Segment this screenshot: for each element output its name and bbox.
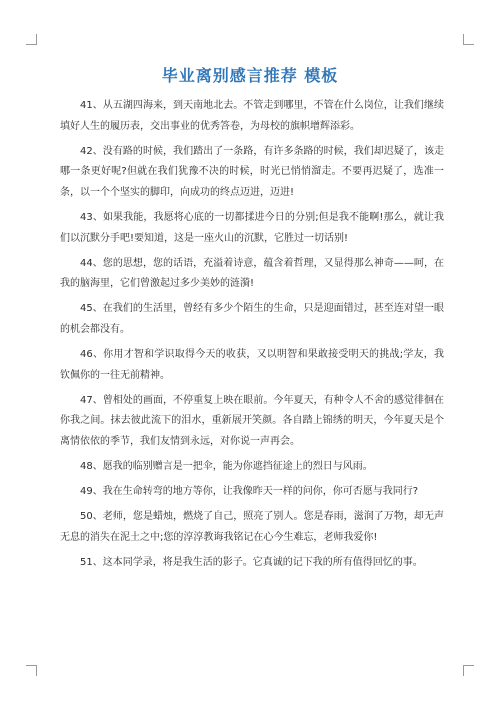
document-body [60, 96, 444, 578]
paragraph-42: 42、没有路的时候，我们踏出了一条路，有许多条路的时候，我们却迟疑了，该走哪一条更好呢?但就在我们犹豫不决的时候，时光已悄悄溜走。不要再迟疑了，选准一条，以一个个坚实的脚印，向成功的终点迈进，迈进! [60, 145, 444, 198]
paragraph-44: 44、您的思想，您的话语，充溢着诗意，蕴含着哲理，又显得那么神奇——呵，在我的脑海里，它们曾激起过多少美妙的涟漪! [60, 257, 444, 290]
paragraph-48: 48、愿我的临别赠言是一把伞，能为你遮挡征途上的烈日与风雨。 [80, 461, 373, 472]
crop-mark-top-left [26, 34, 37, 45]
paragraph-47: 47、曾相处的画面，不停重复上映在眼前。今年夏天，有种令人不舍的感觉徘徊在你我之间。抹去彼此流下的泪水，重新展开笑颜。各自踏上锦绣的明天，今年夏天是个离情依依的季节，我们友情到永远，对你说一声再会。 [60, 394, 444, 447]
paragraph-46: 46、你用才智和学识取得今天的收获，又以明智和果敢接受明天的挑战;学友，我钦佩你的一往无前精神。 [60, 349, 444, 381]
page-title: 毕业离别感言推荐 模板 [161, 66, 339, 85]
crop-mark-top-right [463, 34, 474, 45]
paragraph-43: 43、如果我能，我愿将心底的一切都揉进今日的分别;但是我不能啊!那么，就让我们以沉默分手吧!要知道，这是一座火山的沉默，它胜过一切话别! [60, 211, 444, 244]
paragraph-51: 51、这本同学录，将是我生活的影子。它真诚的记下我的所有值得回忆的事。 [80, 556, 423, 568]
paragraph-50: 50、老师，您是蜡烛，燃烧了自己，照亮了别人。您是春雨，滋润了万物，却无声无息的消失在泥土之中;您的淳淳教诲我铭记在心今生难忘，老师我爱你! [60, 511, 444, 543]
paragraph-45: 45、在我们的生活里，曾经有多少个陌生的生命，只是迎面错过，甚至连对望一眼的机会都没有。 [60, 303, 444, 335]
paragraph-41: 41、从五湖四海来，到天南地北去。不管走到哪里，不管在什么岗位，让我们继续填好人生的履历表，交出事业的优秀答卷，为母校的旗帜增辉添彩。 [60, 100, 444, 132]
paragraph-49: 49、我在生命转弯的地方等你，让我像昨天一样的问你，你可否愿与我同行? [80, 486, 419, 498]
crop-mark-bottom-right [463, 665, 474, 676]
crop-mark-bottom-left [26, 665, 37, 676]
